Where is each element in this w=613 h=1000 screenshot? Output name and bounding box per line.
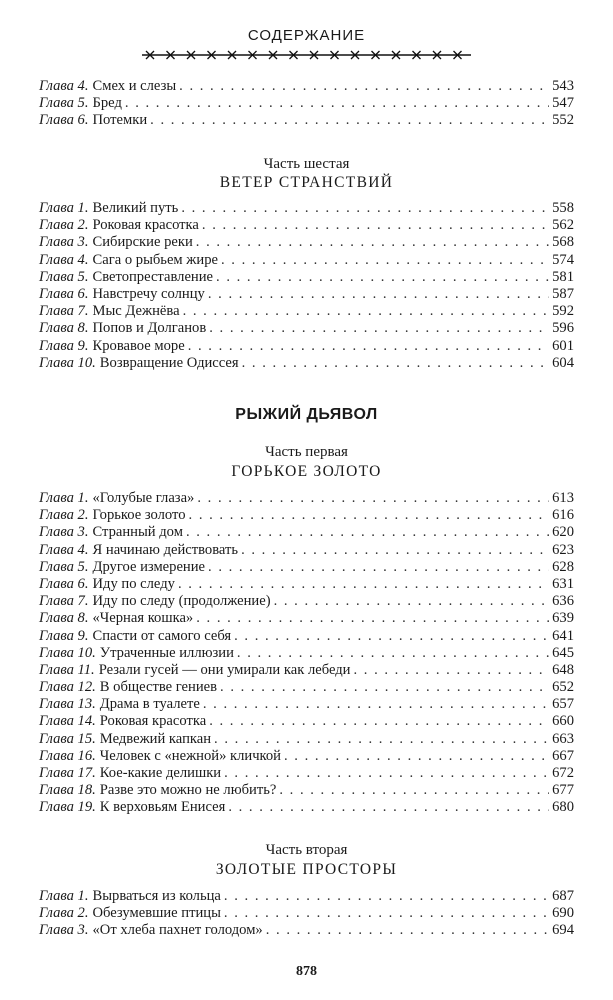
chapter-title: Кровавое море	[92, 337, 185, 354]
toc-entry	[39, 269, 574, 286]
chapter-title: Светопреставление	[92, 268, 214, 285]
chapter-label: Глава 3.	[39, 234, 89, 251]
chapter-label: Глава 14.	[39, 713, 96, 730]
page-ref: 694	[552, 922, 574, 939]
page-ref: 558	[552, 200, 574, 216]
page-ref: 568	[552, 234, 574, 251]
chapter-label: Глава 12.	[39, 679, 96, 696]
toc-entry	[39, 507, 574, 524]
barbed-wire-icon	[142, 48, 471, 62]
chapter-title: Кое-какие делишки	[99, 765, 222, 781]
chapter-label: Глава 5.	[39, 268, 89, 285]
chapter-label: Глава 2.	[39, 905, 89, 922]
chapter-label: Глава 1.	[39, 490, 89, 506]
dot-leader	[284, 748, 549, 765]
toc-list	[39, 200, 574, 372]
chapter-label: Глава 6.	[39, 112, 89, 129]
chapter-title: Обезумевшие птицы	[92, 905, 221, 922]
dot-leader	[186, 524, 549, 541]
page-ref: 631	[552, 575, 574, 592]
dot-leader	[125, 95, 549, 112]
toc-entry	[39, 559, 574, 576]
page-ref: 601	[552, 337, 574, 354]
toc-entry	[39, 252, 574, 269]
chapter-label: Глава 18.	[39, 782, 96, 799]
chapter-title: Потемки	[92, 112, 148, 129]
toc-list	[39, 78, 574, 130]
chapter-label: Глава 3.	[39, 922, 89, 939]
chapter-title: В обществе гениев	[99, 679, 218, 696]
page-ref: 672	[552, 765, 574, 781]
toc-section-2	[39, 490, 574, 817]
toc-entry	[39, 95, 574, 112]
chapter-label: Глава 8.	[39, 320, 89, 337]
chapter-title: Сибирские реки	[92, 234, 193, 251]
chapter-label: Глава 11.	[39, 661, 95, 678]
dot-leader	[221, 252, 549, 269]
toc-entry	[39, 922, 574, 939]
chapter-label: Глава 7.	[39, 593, 89, 610]
dot-leader	[266, 922, 549, 939]
page-ref: 543	[552, 78, 574, 94]
page-ref: 648	[552, 661, 574, 678]
toc-entry	[39, 610, 574, 627]
chapter-title: Навстречу солнцу	[92, 285, 205, 302]
page-ref: 628	[552, 558, 574, 575]
toc-entry	[39, 542, 574, 559]
dot-leader	[279, 782, 549, 799]
chapter-title: Роковая красотка	[99, 713, 207, 730]
chapter-title: Человек с «нежной» кличкой	[99, 747, 281, 764]
chapter-title: Вырваться из кольца	[92, 888, 221, 904]
chapter-label: Глава 9.	[39, 337, 89, 354]
toc-entry	[39, 303, 574, 320]
dot-leader	[196, 234, 549, 251]
chapter-label: Глава 10.	[39, 354, 96, 371]
toc-entry	[39, 593, 574, 610]
toc-list	[39, 490, 574, 817]
chapter-label: Глава 4.	[39, 541, 89, 558]
page-ref: 587	[552, 285, 574, 302]
toc-entry	[39, 713, 574, 730]
toc-entry	[39, 782, 574, 799]
dot-leader	[274, 593, 550, 610]
page-ref: 680	[552, 799, 574, 816]
page-ref: 660	[552, 713, 574, 730]
chapter-label: Глава 16.	[39, 747, 96, 764]
toc-entry	[39, 576, 574, 593]
toc-entry	[39, 286, 574, 303]
chapter-title: Смех и слезы	[92, 78, 177, 94]
chapter-title: Драма в туалете	[99, 696, 200, 713]
page-ref: 616	[552, 507, 574, 524]
chapter-title: Другое измерение	[92, 558, 206, 575]
chapter-title: Иду по следу	[92, 575, 175, 592]
chapter-title: Я начинаю действовать	[92, 541, 239, 558]
toc-entry	[39, 905, 574, 922]
chapter-title: Мыс Дежнёва	[92, 303, 180, 320]
toc-entry	[39, 490, 574, 507]
chapter-label: Глава 4.	[39, 251, 89, 268]
page-ref: 657	[552, 696, 574, 713]
dot-leader	[242, 355, 549, 372]
chapter-label: Глава 6.	[39, 285, 89, 302]
page-ref: 562	[552, 217, 574, 234]
toc-entry	[39, 338, 574, 355]
toc-entry	[39, 320, 574, 337]
part-label: Часть вторая	[265, 842, 348, 858]
chapter-label: Глава 1.	[39, 200, 89, 216]
dot-leader	[196, 610, 549, 627]
chapter-title: Бред	[92, 95, 122, 112]
dot-leader	[208, 286, 549, 303]
dot-leader	[220, 679, 549, 696]
page-ref: 613	[552, 490, 574, 506]
toc-entry	[39, 679, 574, 696]
chapter-label: Глава 2.	[39, 507, 89, 524]
page-ref: 596	[552, 320, 574, 337]
chapter-title: Великий путь	[92, 200, 179, 216]
chapter-label: Глава 17.	[39, 765, 96, 781]
dot-leader	[214, 731, 549, 748]
dot-leader	[178, 576, 549, 593]
chapter-label: Глава 3.	[39, 524, 89, 541]
chapter-title: К верховьям Енисея	[99, 799, 226, 816]
page-ref: 677	[552, 782, 574, 799]
toc-section-3	[39, 888, 574, 940]
toc-entry	[39, 217, 574, 234]
dot-leader	[188, 338, 549, 355]
part-label: Часть шестая	[263, 156, 350, 172]
page-ref: 639	[552, 610, 574, 627]
dot-leader	[181, 200, 549, 217]
page-ref: 636	[552, 593, 574, 610]
page-ref: 687	[552, 888, 574, 904]
page-ref: 604	[552, 354, 574, 371]
toc-entry	[39, 112, 574, 129]
part-title: ГОРЬКОЕ ЗОЛОТО	[231, 463, 382, 480]
page-ref: 581	[552, 268, 574, 285]
page-ref: 547	[552, 95, 574, 112]
dot-leader	[208, 559, 549, 576]
toc-entry	[39, 799, 574, 816]
toc-list	[39, 888, 574, 940]
dot-leader	[197, 490, 549, 507]
dot-leader	[224, 765, 549, 782]
chapter-label: Глава 6.	[39, 575, 89, 592]
dot-leader	[209, 320, 549, 337]
chapter-title: Горькое золото	[92, 507, 186, 524]
dot-leader	[224, 888, 549, 905]
chapter-label: Глава 1.	[39, 888, 89, 904]
page-ref: 552	[552, 112, 574, 129]
chapter-label: Глава 2.	[39, 217, 89, 234]
page-ref: 623	[552, 541, 574, 558]
toc-entry	[39, 765, 574, 782]
toc-entry	[39, 524, 574, 541]
page-ref: 667	[552, 747, 574, 764]
chapter-title: «Голубые глаза»	[92, 490, 195, 506]
book-title: РЫЖИЙ ДЬЯВОЛ	[235, 406, 378, 423]
chapter-label: Глава 13.	[39, 696, 96, 713]
chapter-title: Спасти от самого себя	[92, 627, 232, 644]
chapter-label: Глава 19.	[39, 799, 96, 816]
chapter-title: Странный дом	[92, 524, 183, 541]
dot-leader	[216, 269, 549, 286]
toc-section-0	[39, 78, 574, 130]
chapter-title: Разве это можно не любить?	[99, 782, 277, 799]
page-header-title: СОДЕРЖАНИЕ	[247, 27, 366, 44]
toc-entry	[39, 696, 574, 713]
toc-entry	[39, 645, 574, 662]
page-number: 878	[296, 964, 317, 979]
chapter-title: Медвежий капкан	[99, 730, 212, 747]
dot-leader	[150, 112, 549, 129]
part-title: ЗОЛОТЫЕ ПРОСТОРЫ	[215, 861, 398, 878]
toc-entry	[39, 200, 574, 217]
page-ref: 690	[552, 905, 574, 922]
dot-leader	[241, 542, 549, 559]
dot-leader	[224, 905, 549, 922]
toc-entry	[39, 78, 574, 95]
dot-leader	[209, 713, 549, 730]
chapter-label: Глава 4.	[39, 78, 89, 94]
chapter-label: Глава 9.	[39, 627, 89, 644]
chapter-label: Глава 8.	[39, 610, 89, 627]
chapter-title: Резали гусей — они умирали как лебеди	[98, 661, 351, 678]
toc-entry	[39, 355, 574, 372]
chapter-label: Глава 5.	[39, 95, 89, 112]
dot-leader	[234, 628, 549, 645]
chapter-title: «От хлеба пахнет голодом»	[92, 922, 263, 939]
page-ref: 641	[552, 627, 574, 644]
part-label: Часть первая	[265, 444, 348, 460]
dot-leader	[189, 507, 550, 524]
chapter-title: Роковая красотка	[92, 217, 199, 234]
page-ref: 592	[552, 303, 574, 320]
part-title: ВЕТЕР СТРАНСТВИЙ	[219, 174, 394, 191]
dot-leader	[203, 696, 549, 713]
toc-entry	[39, 628, 574, 645]
chapter-label: Глава 10.	[39, 644, 96, 661]
dot-leader	[183, 303, 550, 320]
chapter-title: Утраченные иллюзии	[99, 644, 234, 661]
dot-leader	[228, 799, 549, 816]
dot-leader	[202, 217, 549, 234]
chapter-title: Возвращение Одиссея	[99, 354, 239, 371]
chapter-title: «Черная кошка»	[92, 610, 194, 627]
toc-entry	[39, 234, 574, 251]
page-ref: 620	[552, 524, 574, 541]
toc-entry	[39, 662, 574, 679]
dot-leader	[179, 78, 549, 95]
chapter-title: Сага о рыбьем жире	[92, 251, 218, 268]
page-ref: 663	[552, 730, 574, 747]
chapter-label: Глава 5.	[39, 558, 89, 575]
page-ref: 652	[552, 679, 574, 696]
toc-entry	[39, 748, 574, 765]
dot-leader	[237, 645, 549, 662]
page-ref: 645	[552, 644, 574, 661]
dot-leader	[353, 662, 549, 679]
toc-section-1	[39, 200, 574, 372]
toc-entry	[39, 731, 574, 748]
toc-entry	[39, 888, 574, 905]
chapter-title: Иду по следу (продолжение)	[92, 593, 271, 610]
chapter-label: Глава 7.	[39, 303, 89, 320]
page-ref: 574	[552, 251, 574, 268]
chapter-label: Глава 15.	[39, 730, 96, 747]
chapter-title: Попов и Долганов	[92, 320, 207, 337]
